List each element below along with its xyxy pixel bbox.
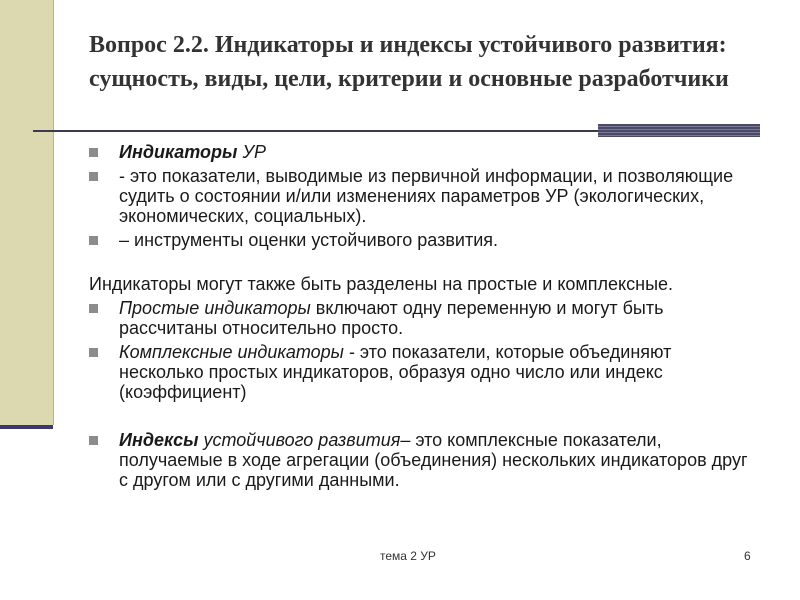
bullet-square-icon <box>89 172 98 181</box>
bullet-square-icon <box>89 236 98 245</box>
term-indicators: Индикаторы <box>119 142 238 162</box>
slide-content <box>89 142 749 494</box>
footer-text: тема 2 УР <box>380 549 436 563</box>
bullet-item <box>89 342 749 402</box>
bullet-item <box>89 430 749 490</box>
bullet-square-icon <box>89 148 98 157</box>
bullet-square-icon <box>89 436 98 445</box>
page-number: 6 <box>744 549 751 563</box>
spacer <box>89 254 749 274</box>
bullet-item <box>89 142 749 162</box>
term-ur: УР <box>237 142 266 162</box>
bullet-text: – инструменты оценки устойчивого развития. <box>119 230 498 250</box>
spacer <box>89 406 749 430</box>
bullet-square-icon <box>89 348 98 357</box>
bullet-item <box>89 166 749 226</box>
term-complex-indicators: Комплексные индикаторы <box>119 342 344 362</box>
term-simple-indicators: Простые индикаторы <box>119 298 311 318</box>
bullet-text: - это показатели, выводимые из первичной информации, и позволяющие судить о состоянии и/или изменениях параметров УР (экологических, экономических, социальных). <box>119 166 734 226</box>
paragraph-text: Индикаторы могут также быть разделены на простые и комплексные. <box>89 274 674 294</box>
bullet-item <box>89 230 749 250</box>
slide-title: Вопрос 2.2. Индикаторы и индексы устойчивого развития: сущность, виды, цели, критерии и основные разработчики <box>89 32 729 92</box>
sidebar-accent-bar <box>0 425 53 429</box>
term-indices: Индексы <box>119 430 199 450</box>
bullet-text: – это комплексные показатели, получаемые в ходе агрегации (объединения) нескольких индикаторов друг с другом или с другими данными. <box>119 430 748 490</box>
sidebar-decoration <box>0 0 54 425</box>
title-divider-block <box>598 124 760 137</box>
bullet-text: включают одну переменную и могут быть рассчитаны относительно просто. <box>119 298 664 338</box>
bullet-item <box>89 298 749 338</box>
bullet-square-icon <box>89 304 98 313</box>
title-divider <box>33 130 598 132</box>
bullet-text: - это показатели, которые объединяют несколько простых индикаторов, образуя одно число или индекс (коэффициент) <box>119 342 672 402</box>
term-sustainable-development: устойчивого развития <box>198 430 401 450</box>
